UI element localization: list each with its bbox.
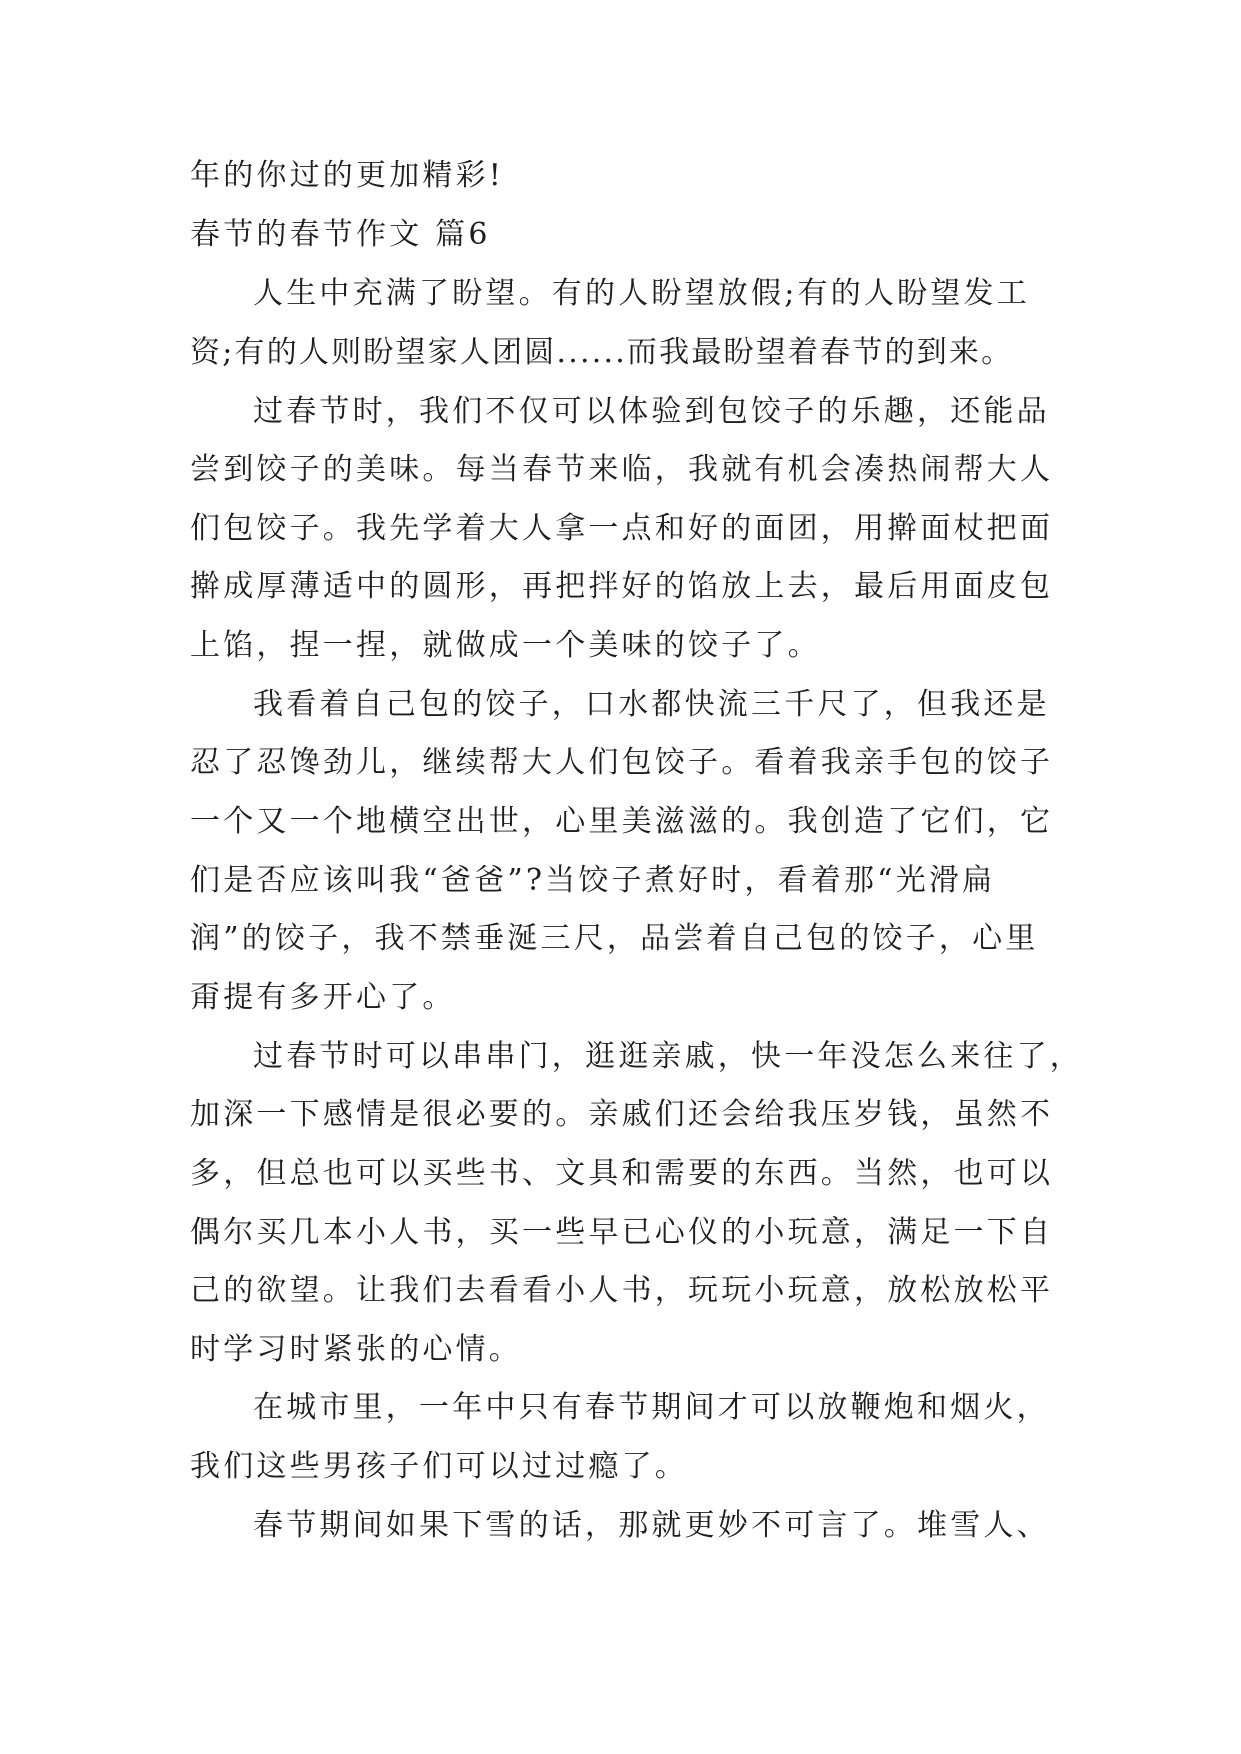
text-line-closing: 年的你过的更加精彩!	[190, 158, 505, 193]
paragraph-4-line-6: 时学习时紧张的心情。	[190, 1332, 522, 1367]
paragraph-2-line-4: 擀成厚薄适中的圆形，再把拌好的馅放上去，最后用面皮包	[190, 569, 1054, 604]
paragraph-1-line-1: 人生中充满了盼望。有的人盼望放假;有的人盼望发工	[253, 276, 1030, 311]
paragraph-3-line-1: 我看着自己包的饺子，口水都快流三千尺了，但我还是	[253, 687, 1050, 722]
paragraph-5-line-1: 在城市里，一年中只有春节期间才可以放鞭炮和烟火，	[253, 1390, 1050, 1425]
paragraph-2-line-3: 们包饺子。我先学着大人拿一点和好的面团，用擀面杖把面	[190, 511, 1054, 546]
paragraph-5-line-2: 我们这些男孩子们可以过过瘾了。	[190, 1449, 688, 1484]
paragraph-3-line-5: 润”的饺子，我不禁垂涎三尺，品尝着自己包的饺子，心里	[190, 921, 1039, 956]
paragraph-3-line-2: 忍了忍馋劲儿，继续帮大人们包饺子。看着我亲手包的饺子	[190, 745, 1054, 780]
paragraph-3-line-6: 甭提有多开心了。	[190, 980, 456, 1015]
paragraph-4-line-2: 加深一下感情是很必要的。亲戚们还会给我压岁钱，虽然不	[190, 1097, 1054, 1132]
paragraph-3-line-4: 们是否应该叫我“爸爸”?当饺子煮好时，看着那“光滑扁	[190, 863, 996, 898]
paragraph-4-line-4: 偶尔买几本小人书，买一些早已心仪的小玩意，满足一下自	[190, 1215, 1054, 1250]
paragraph-4-line-3: 多，但总也可以买些书、文具和需要的东西。当然，也可以	[190, 1156, 1054, 1191]
paragraph-2-line-1: 过春节时，我们不仅可以体验到包饺子的乐趣，还能品	[253, 394, 1050, 429]
paragraph-6-line-1: 春节期间如果下雪的话，那就更妙不可言了。堆雪人、	[253, 1508, 1050, 1543]
paragraph-4-line-5: 己的欲望。让我们去看看小人书，玩玩小玩意，放松放松平	[190, 1273, 1054, 1308]
paragraph-2-line-5: 上馅，捏一捏，就做成一个美味的饺子了。	[190, 628, 821, 663]
paragraph-2-line-2: 尝到饺子的美味。每当春节来临，我就有机会凑热闹帮大人	[190, 452, 1054, 487]
section-heading: 春节的春节作文 篇6	[190, 217, 491, 252]
paragraph-3-line-3: 一个又一个地横空出世，心里美滋滋的。我创造了它们，它	[190, 804, 1054, 839]
paragraph-1-line-2: 资;有的人则盼望家人团圆......而我最盼望着春节的到来。	[190, 335, 1014, 370]
paragraph-4-line-1: 过春节时可以串串门，逛逛亲戚，快一年没怎么来往了，	[253, 1039, 1083, 1074]
